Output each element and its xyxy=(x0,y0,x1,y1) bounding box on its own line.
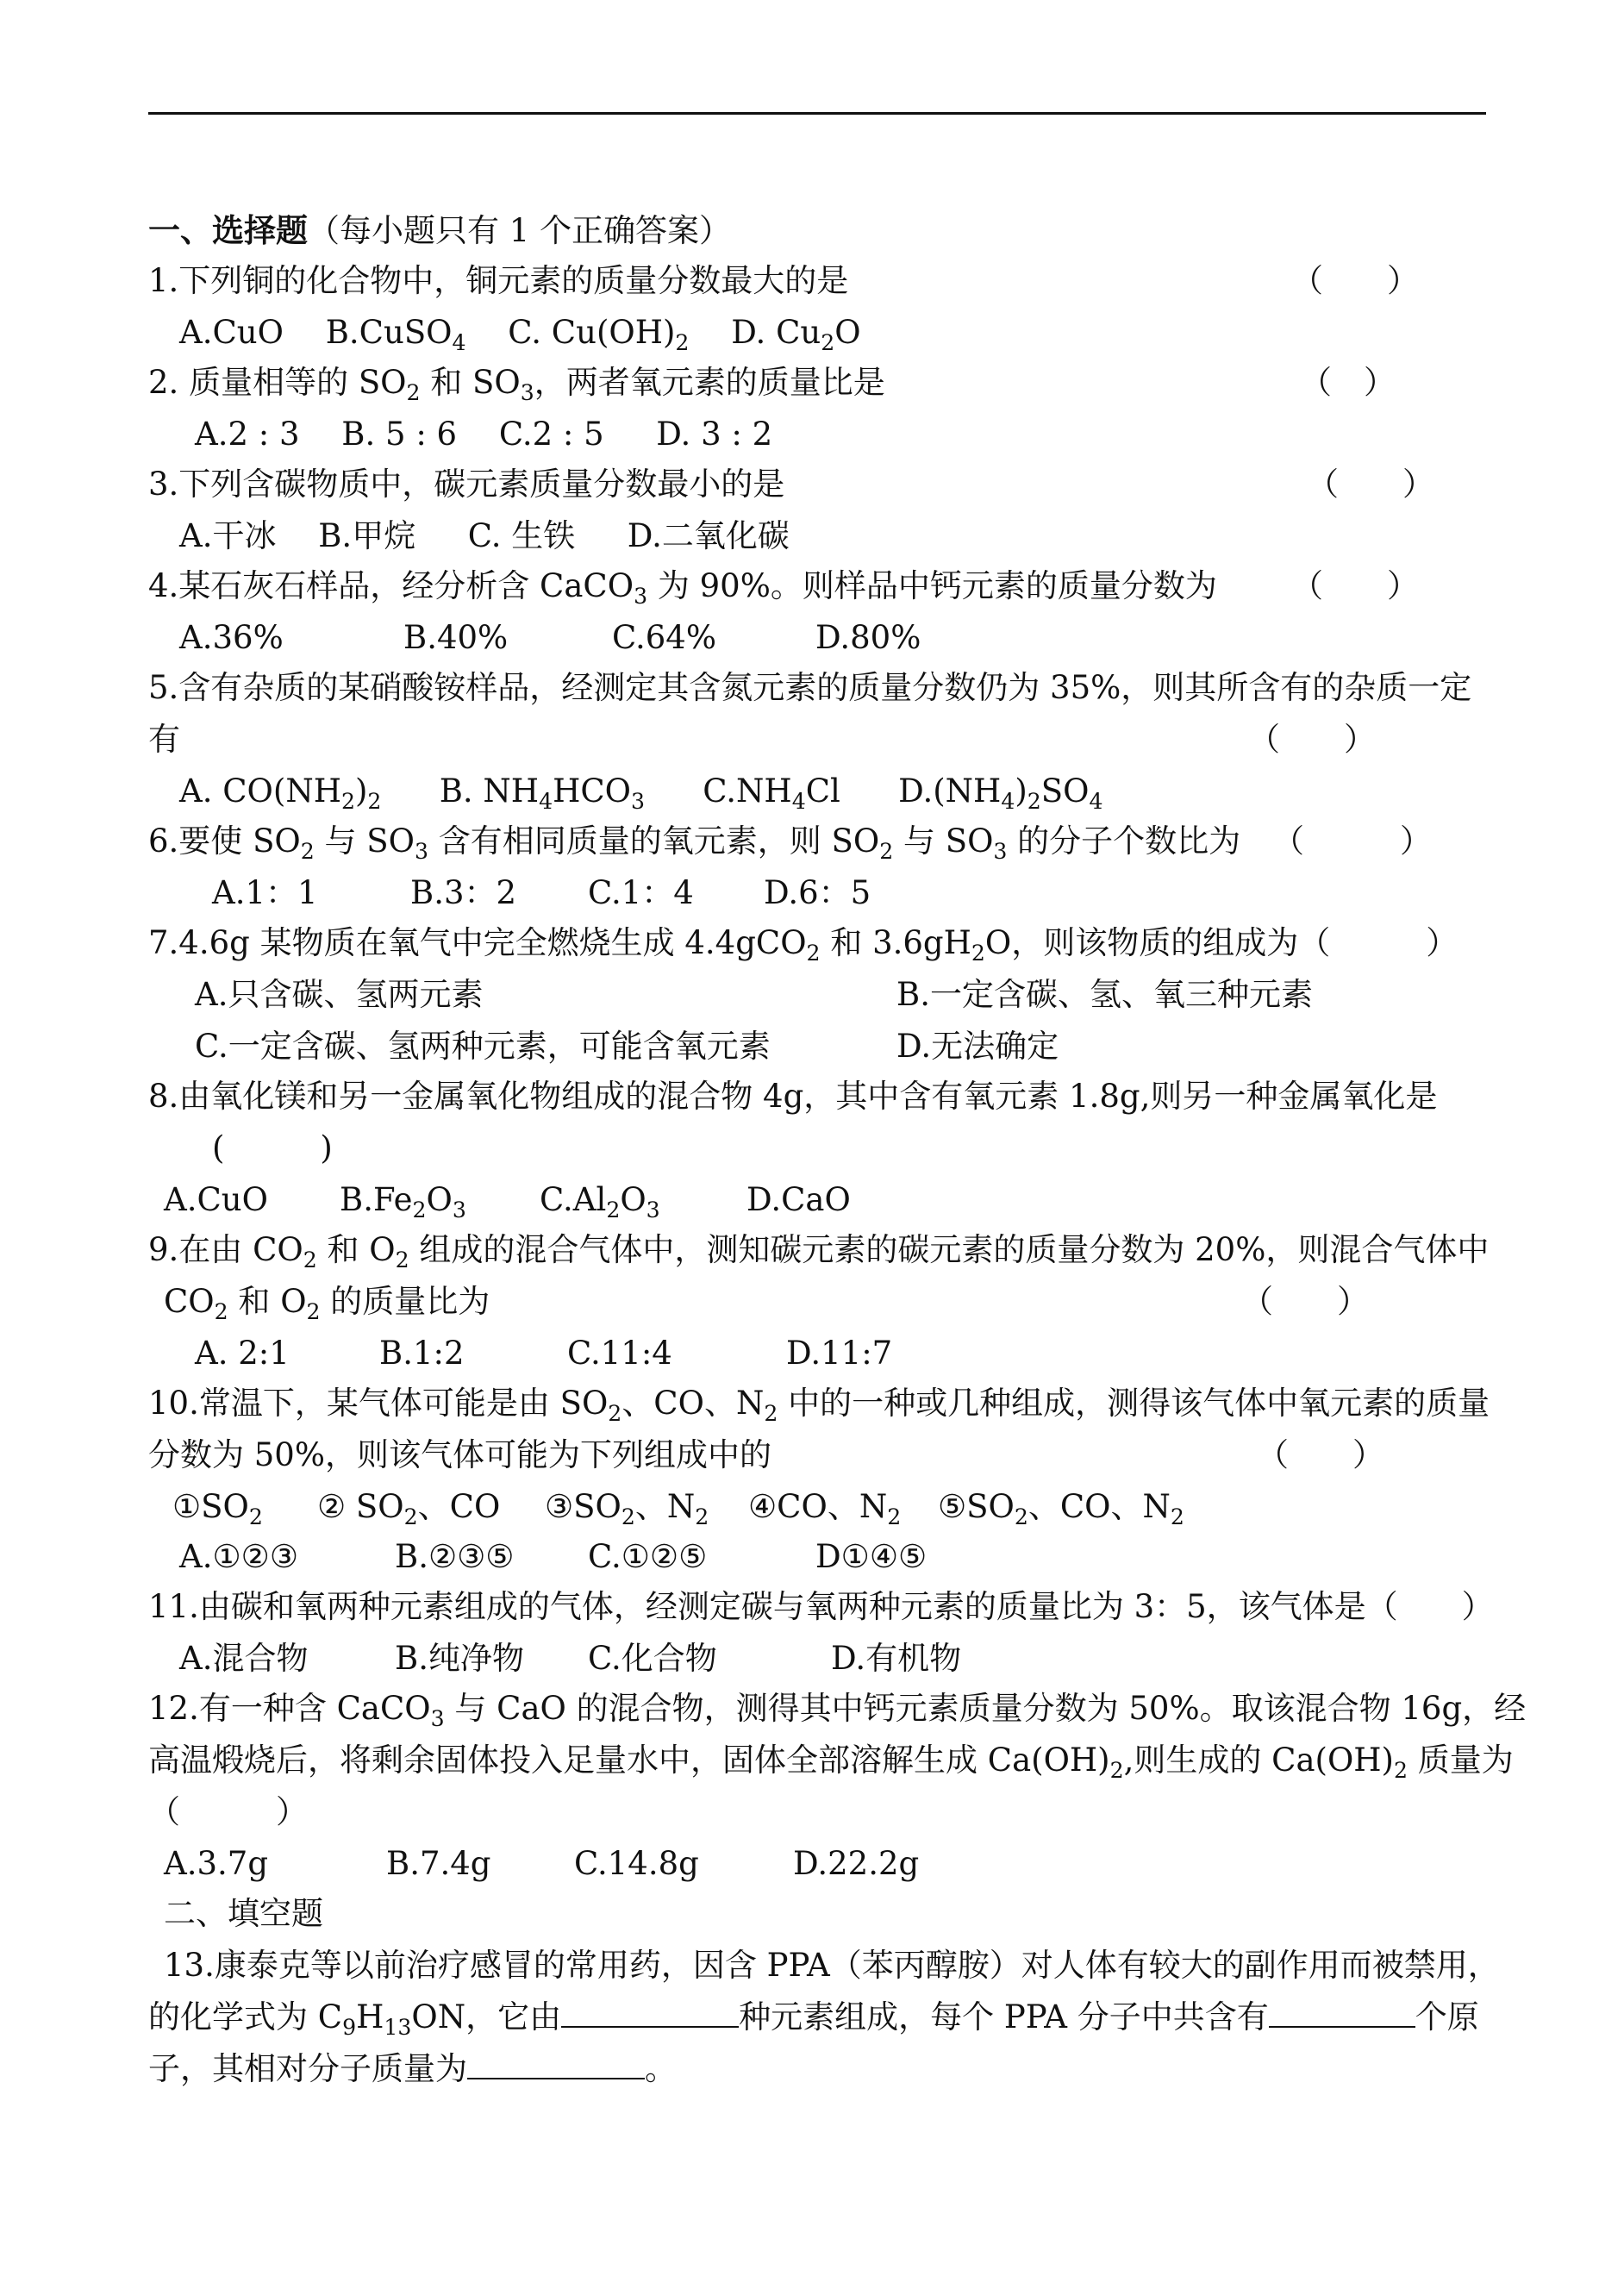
option-d: D①④⑤ xyxy=(815,1538,928,1575)
options-1 xyxy=(179,312,861,364)
option-c: C. $Cu(OH)_2$ xyxy=(508,314,690,356)
question-10: 10.常温下，某气体可能是由 $SO_2$、CO、$N_2$ 中的一种或几种组成，测得该气体中氧元素的质量 xyxy=(148,1385,1490,1427)
option-c: C.一定含碳、氢两种元素，可能含氧元素 xyxy=(195,1028,771,1065)
combo-4: ④CO、$N_2$ xyxy=(748,1488,902,1530)
question-13-end: 子，其相对分子质量为 。 xyxy=(148,2050,677,2087)
answer-blank-6[interactable]: （ ） xyxy=(1272,822,1432,860)
question-13: 13.康泰克等以前治疗感冒的常用药，因含 PPA（苯丙醇胺）对人体有较大的副作用而被禁用， xyxy=(164,1947,1500,1984)
combo-5: $⑤SO_2$、CO、$N_2$ xyxy=(938,1488,1184,1530)
header-rule xyxy=(148,112,1486,115)
option-b: B.3：2 xyxy=(410,874,517,911)
option-a: A.①②③ xyxy=(179,1538,298,1575)
question-5-cont: 有 xyxy=(148,721,180,758)
answer-blank-1[interactable]: （ ） xyxy=(1291,262,1419,299)
question-9: 9.在由 $CO_2$ 和 $O_2$ 组成的混合气体中，测知碳元素的碳元素的质量分数为 20%，则混合气体中 xyxy=(148,1231,1490,1273)
option-c: C.64% xyxy=(612,619,716,656)
option-b: B.一定含碳、氢、氧三种元素 xyxy=(896,976,1313,1013)
combo-3: $③SO_2$、$N_2$ xyxy=(545,1488,709,1530)
option-c: C.化合物 xyxy=(588,1640,717,1677)
option-c: $C.NH_4Cl$ xyxy=(703,772,840,815)
option-d: $D.(NH_4)_2SO_4$ xyxy=(898,772,1103,815)
option-a: A.1：1 xyxy=(212,874,318,911)
options-3: A.干冰 B.甲烷 C. 生铁 D.二氧化碳 xyxy=(179,517,790,554)
question-12-cont: 高温煅烧后，将剩余固体投入足量水中，固体全部溶解生成 $Ca(OH)_2$,则生成的 $Ca(OH)_2$ 质量为 xyxy=(148,1742,1514,1784)
answer-blank-3[interactable]: （ ） xyxy=(1307,466,1434,503)
option-a: A.CuO xyxy=(164,1181,268,1218)
answer-blank-8[interactable]: ( ) xyxy=(212,1129,333,1166)
question-11: 11.由碳和氧两种元素组成的气体，经测定碳与氧两种元素的质量比为 3：5，该气体是（ ） xyxy=(148,1588,1494,1625)
option-a: A.CuO xyxy=(179,314,284,351)
option-a: A.混合物 xyxy=(179,1640,309,1677)
option-a: A.3.7g xyxy=(164,1845,269,1882)
answer-blank-5[interactable]: （ ） xyxy=(1248,721,1376,758)
answer-blank-10[interactable]: （ ） xyxy=(1257,1436,1384,1473)
question-3: 3.下列含碳物质中，碳元素质量分数最小的是 xyxy=(148,466,785,503)
option-b: B.1:2 xyxy=(379,1335,465,1372)
combo-2: ② $SO_2$、CO xyxy=(317,1488,501,1530)
option-c: C.①②⑤ xyxy=(588,1538,708,1575)
section-2-heading: 二、填空题 xyxy=(164,1895,323,1932)
option-b: B.②③⑤ xyxy=(395,1538,515,1575)
option-a: A.36% xyxy=(179,619,284,656)
fill-blank-atom-count[interactable] xyxy=(1269,1997,1415,2028)
option-b: B.40% xyxy=(403,619,509,656)
section-1-heading: 一、选择题（每小题只有 1 个正确答案） xyxy=(148,211,732,249)
option-b: B.纯净物 xyxy=(395,1640,524,1677)
question-10-cont: 分数为 50%，则该气体可能为下列组成中的 xyxy=(148,1436,771,1473)
answer-blank-12[interactable]: （ ） xyxy=(148,1793,308,1830)
question-5: 5.含有杂质的某硝酸铵样品，经测定其含氮元素的质量分数仍为 35%，则其所含有的杂质一定 xyxy=(148,669,1472,706)
question-6: 6.要使 $SO_2$ 与 $SO_3$ 含有相同质量的氧元素，则 $SO_2$ 与 $SO_3$ 的分子个数比为 xyxy=(148,822,1241,865)
option-b: $B.Fe_2O_3$ xyxy=(340,1181,466,1223)
option-b: B. $NH_4HCO_3$ xyxy=(439,772,646,815)
option-d: D.CaO xyxy=(746,1181,851,1218)
option-a: A. $CO(NH_2)_2$ xyxy=(179,772,382,815)
question-9-cont: $CO_2$ 和 $O_2$ 的质量比为 xyxy=(164,1283,490,1325)
option-a: A.只含碳、氢两元素 xyxy=(195,976,484,1013)
option-a: A. 2:1 xyxy=(195,1335,290,1372)
fill-blank-molar-mass[interactable] xyxy=(467,2048,645,2079)
option-c: C.11:4 xyxy=(567,1335,672,1372)
combo-1: $①SO_2$ xyxy=(172,1488,263,1530)
options-2: A.2 : 3 B. 5 : 6 C.2 : 5 D. 3 : 2 xyxy=(195,416,773,453)
option-d: D.80% xyxy=(815,619,921,656)
question-8: 8.由氧化镁和另一金属氧化物组成的混合物 4g，其中含有氧元素 1.8g,则另一种金属氧化是 xyxy=(148,1078,1438,1115)
option-b: B.7.4g xyxy=(386,1845,491,1882)
question-4: 4.某石灰石样品，经分析含 CaCO$_3$ 为 90%。则样品中钙元素的质量分数为 xyxy=(148,567,1217,610)
question-12: 12.有一种含 CaCO$_3$ 与 CaO 的混合物，测得其中钙元素质量分数为 50%。取该混合物 16g，经 xyxy=(148,1690,1527,1732)
option-d: D.6：5 xyxy=(764,874,871,911)
question-7: 7.4.6g 某物质在氧气中完全燃烧生成 4.4gCO$_2$ 和 $3.6gH_2O$，则该物质的组成为（ ） xyxy=(148,924,1458,966)
option-d: D. $Cu_2O$ xyxy=(731,314,861,356)
option-c: $C.Al_2O_3$ xyxy=(540,1181,660,1223)
question-1: 1.下列铜的化合物中，铜元素的质量分数最大的是 xyxy=(148,262,849,299)
option-c: C.1：4 xyxy=(588,874,694,911)
question-13-cont: 的化学式为 $C_9H_{13}ON$，它由 种元素组成，每个 PPA 分子中共含有 个原 xyxy=(148,1998,1479,2041)
answer-blank-4[interactable]: （ ） xyxy=(1291,567,1419,604)
option-b: B.CuSO$_4$ xyxy=(325,314,466,356)
answer-blank-9[interactable]: （ ） xyxy=(1241,1283,1369,1320)
question-2: 2. 质量相等的 $SO_2$ 和 $SO_3$，两者氧元素的质量比是 xyxy=(148,364,885,406)
answer-blank-2[interactable]: （ ） xyxy=(1300,364,1396,401)
fill-blank-element-count[interactable] xyxy=(561,1997,739,2028)
option-d: D.22.2g xyxy=(793,1845,920,1882)
option-d: D.无法确定 xyxy=(896,1028,1059,1065)
option-d: D.11:7 xyxy=(786,1335,893,1372)
option-d: D.有机物 xyxy=(831,1640,962,1677)
option-c: C.14.8g xyxy=(574,1845,699,1882)
options-5 xyxy=(179,771,1102,822)
